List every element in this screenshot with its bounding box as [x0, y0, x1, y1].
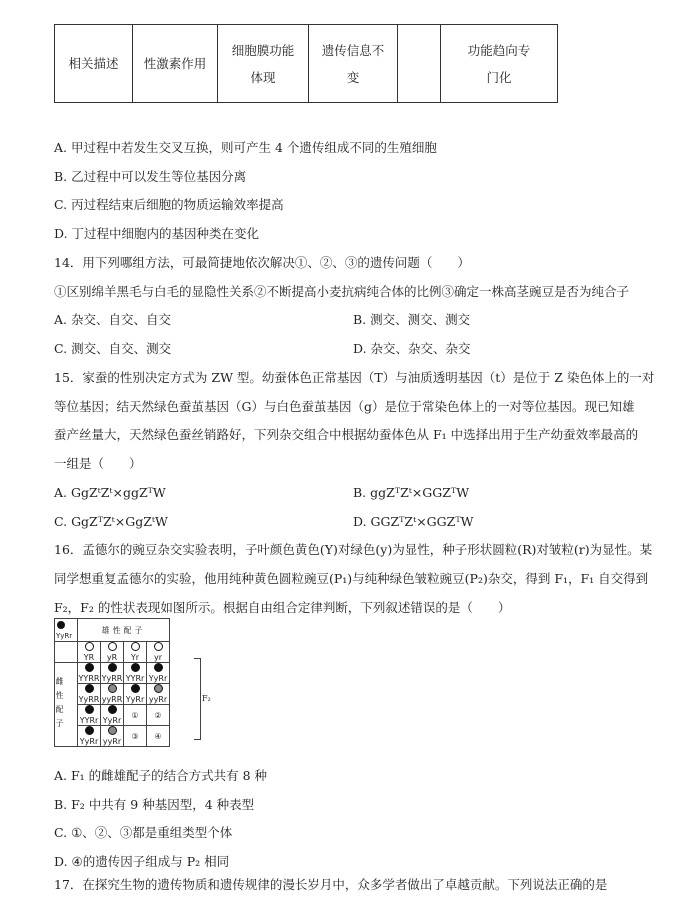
- green-dot-icon: [57, 621, 65, 629]
- q14-option-a[interactable]: A. 杂交、自交、自交: [54, 312, 171, 327]
- q14-option-c[interactable]: C. 测交、自交、测交: [54, 341, 172, 356]
- q14-option-b[interactable]: B. 测交、测交、测交: [353, 312, 471, 327]
- punnett-cell: ②: [147, 705, 170, 726]
- q17-stem: 17．在探究生物的遗传物质和遗传规律的漫长岁月中，众多学者做出了卓越贡献。下列说法正确的是: [54, 877, 608, 892]
- male-gamete: YR: [78, 642, 101, 663]
- table-cell: 性激素作用: [133, 25, 218, 103]
- q16-line-3: F₂，F₂ 的性状表现如图所示。根据自由组合定律判断，下列叙述错误的是（ ）: [54, 600, 511, 615]
- punnett-cell: ①: [124, 705, 147, 726]
- q15-line-3: 蚕产丝量大，天然绿色蚕丝销路好，下列杂交组合中根据幼蚕体色从 F₁ 中选择出用于生产幼蚕效率最高的: [54, 427, 639, 442]
- q14-sub: ①区别绵羊黑毛与白毛的显隐性关系②不断提高小麦抗病纯合体的比例③确定一株高茎豌豆是否为纯合子: [54, 284, 630, 299]
- q16-option-a[interactable]: A. F₁ 的雌雄配子的结合方式共有 8 种: [54, 768, 268, 783]
- q16-option-b[interactable]: B. F₂ 中共有 9 种基因型，4 种表型: [54, 797, 255, 812]
- q13-option-b[interactable]: B. 乙过程中可以发生等位基因分离: [54, 169, 247, 184]
- punnett-cell: YYRr: [124, 663, 147, 684]
- table-cell: 功能趋向专 门化: [441, 25, 558, 103]
- q15-line-4: 一组是（ ）: [54, 456, 142, 471]
- male-gamete: yr: [147, 642, 170, 663]
- punnett-cell: YyRr: [147, 663, 170, 684]
- f2-bracket: [194, 658, 201, 740]
- corner-genotype: YyRr: [56, 632, 73, 640]
- comparison-table: [54, 24, 558, 103]
- q14-stem: 14．用下列哪组方法，可最简捷地依次解决①、②、③的遗传问题（ ）: [54, 255, 470, 270]
- punnett-cell: YyRR: [101, 663, 124, 684]
- q15-line-2: 等位基因；结天然绿色蚕茧基因（G）与白色蚕茧基因（g）是位于常染色体上的一对等位基因。现已知雄: [54, 399, 635, 414]
- q15-option-d[interactable]: D. GGZᵀZᵗ×GGZᵀW: [353, 514, 474, 529]
- q15-option-b[interactable]: B. ggZᵀZᵗ×GGZᵀW: [353, 485, 470, 500]
- punnett-cell: yyRr: [147, 684, 170, 705]
- punnett-cell: yyRR: [101, 684, 124, 705]
- q15-line-1: 15．家蚕的性别决定方式为 ZW 型。幼蚕体色正常基因（T）与油质透明基因（t）是位于 Z 染色体上的一对: [54, 370, 655, 385]
- table-cell: [398, 25, 441, 103]
- yellow-round-icon: [108, 642, 117, 651]
- q15-option-c[interactable]: C. GgZᵀZᵗ×GgZᵗW: [54, 514, 168, 529]
- female-header-text: 雌性配子: [55, 676, 64, 733]
- punnett-cell: ④: [147, 726, 170, 747]
- q16-line-1: 16．孟德尔的豌豆杂交实验表明，子叶颜色黄色(Y)对绿色(y)为显性，种子形状圆粒(R)对皱粒(r)为显性。某: [54, 542, 653, 557]
- q16-option-c[interactable]: C. ①、②、③都是重组类型个体: [54, 825, 233, 840]
- table-cell: 相关描述: [55, 25, 133, 103]
- female-gamete-header: [55, 663, 78, 747]
- punnett-cell: YYRR: [78, 663, 101, 684]
- male-gamete: Yr: [124, 642, 147, 663]
- punnett-cell: YYRr: [78, 705, 101, 726]
- punnett-cell: YyRr: [124, 684, 147, 705]
- male-gamete-header: 雄性配子: [78, 619, 170, 642]
- blank-cell: [55, 642, 78, 663]
- q13-option-c[interactable]: C. 丙过程结束后细胞的物质运输效率提高: [54, 197, 284, 212]
- punnett-cell: YyRR: [78, 684, 101, 705]
- punnett-cell: ③: [124, 726, 147, 747]
- punnett-cell: YyRr: [78, 726, 101, 747]
- f2-label: F₂: [202, 694, 211, 703]
- q15-option-a[interactable]: A. GgZᵗZᵗ×ggZᵀW: [54, 485, 166, 500]
- q16-option-d[interactable]: D. ④的遗传因子组成与 P₂ 相同: [54, 854, 230, 869]
- table-cell: 细胞膜功能 体现: [218, 25, 309, 103]
- punnett-square-figure: [54, 618, 214, 756]
- q13-option-a[interactable]: A. 甲过程中若发生交叉互换，则可产生 4 个遗传组成不同的生殖细胞: [54, 140, 437, 155]
- punnett-grid: [54, 618, 170, 747]
- corner-cell: [55, 619, 78, 642]
- table-cell: 遗传信息不 变: [309, 25, 398, 103]
- q13-option-d[interactable]: D. 丁过程中细胞内的基因种类在变化: [54, 226, 260, 241]
- male-gamete: yR: [101, 642, 124, 663]
- q16-line-2: 同学想重复孟德尔的实验，他用纯种黄色圆粒豌豆(P₁)与纯种绿色皱粒豌豆(P₂)杂交，得到 F₁，F₁ 自交得到: [54, 571, 649, 586]
- yellow-round-icon: [131, 642, 140, 651]
- yellow-round-icon: [154, 642, 163, 651]
- punnett-cell: yyRr: [101, 726, 124, 747]
- yellow-round-icon: [85, 642, 94, 651]
- q14-option-d[interactable]: D. 杂交、杂交、杂交: [353, 341, 471, 356]
- punnett-cell: YyRr: [101, 705, 124, 726]
